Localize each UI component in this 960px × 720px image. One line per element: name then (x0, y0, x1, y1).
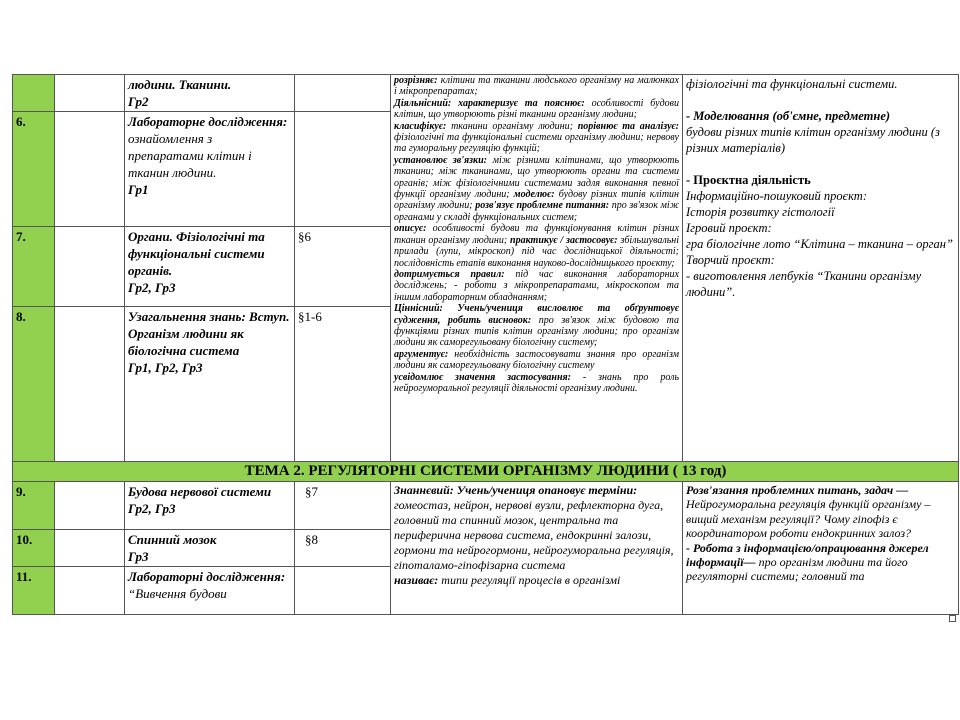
learning-outcomes-text: Знаннєвий: Учень/учениця опановує терміни: гомеостаз, нейрон, нервові вузли, рефлекторна дуга, головний та спинний мозок, центральна та периферична нервова система, ендокринні залози, гормони та нейрогормони, нейрогуморальна регуляція, гіпоталамо-гіпофізарна система називає: типи регуляції процесів в організмі (394, 483, 674, 587)
activities-text: Розв'язання проблемних питань, задач — Нейрогуморальна регуляція функцій організму – вищий механізм регуляції? Чому гіпофіз є координатором роботи ендокринних залоз? - Робота з інформацією/опрацювання джерел інформації— про організм людини та його регуляторні системи; головний та (686, 483, 931, 584)
learning-outcomes-text: розрізняє: клітини та тканини людського організму на малюнках і мікропрепаратах; Діяльнісний: характеризує та пояснює: особливості будови клітин, що утворюють різні тканини організму людини; класифікує: тканини організму людини; порівнює та аналізує: фізіологічні та функціональні системи організму людини; нервову та гуморальну регуляцію функцій; установлює зв'язки: між різними клітинами, що утворюють тканини; між тканинами, що утворюють органи та системи органів; між фізіологічними системами задля виконання певної функції організму людини; моделює: будову різних типів клітин організму людини; розв'язує проблемне питання: про зв'язок між органами у складі функціональних систем; описує: особливості будови та функціонування клітин різних тканин організму людини; практикує / застосовує: збільшувальні прилади (лупи, мікроскоп) під час дослідницької діяльності; послідовність етапів виконання науково-дослідницького проєкту; дотримується правил: під час виконання лабораторних досліджень; - роботи з мікропрепаратами, мікроскопом та іншим лабораторним обладнанням; Ціннісний: Учень/учениця висловлює та обґрунтовує судження, робить висновок: про зв'язок між будовою та функціями різних типів клітин організму людини; про організм людини як саморегульовану біологічну систему; аргументує: необхідність застосовувати знання про організм людини як саморегульовану біологічну систему усвідомлює значення застосування: - знань про роль нейрогуморальної регуляції діяльності організму людини. (394, 75, 680, 394)
lesson-number-cell: 8. (13, 307, 55, 462)
date-cell (55, 75, 125, 112)
resize-handle[interactable] (949, 615, 956, 622)
activities-text: фізіологічні та функціональні системи. - Моделювання (об'ємне, предметне) будови різних типів клітин організму людини (з різних матеріалів) - Проєктна діяльність Інформаційно-пошуковий проєкт: Історія розвитку гістології Ігровий проєкт: гра біологічне лото “Клітина – тканина – орган” Творчий проєкт: - виготовлення лепбуків “Тканини організму людини”. (686, 77, 953, 299)
activities-cell (683, 75, 959, 462)
date-cell (55, 307, 125, 462)
curriculum-table-sheet (12, 74, 958, 614)
lesson-topic-cell (125, 75, 295, 112)
lesson-topic-cell: Спинний мозок Гр3 (125, 530, 295, 567)
lesson-number-cell: 11. (13, 567, 55, 615)
learning-outcomes-cell (391, 482, 683, 615)
lesson-number-cell: 6. (13, 112, 55, 227)
lesson-topic-cell: Лабораторні дослідження: “Вивчення будови (125, 567, 295, 615)
lesson-number-cell: 7. (13, 227, 55, 307)
date-cell (55, 567, 125, 615)
paragraph-cell: §7 (295, 482, 391, 530)
theme-heading-row (13, 462, 959, 482)
paragraph-cell: §1-6 (295, 307, 391, 462)
lesson-topic-cell: Лабораторне дослідження: ознайомлення з препаратами клітин і тканин людини. Гр1 (125, 112, 295, 227)
date-cell (55, 112, 125, 227)
date-cell (55, 530, 125, 567)
lesson-number-cell (13, 75, 55, 112)
lesson-topic-cell: Органи. Фізіологічні та функціональні системи органів. Гр2, Гр3 (125, 227, 295, 307)
lesson-topic-cell: Будова нервової системи Гр2, Гр3 (125, 482, 295, 530)
date-cell (55, 227, 125, 307)
table-row (13, 482, 959, 530)
paragraph-cell: §6 (295, 227, 391, 307)
lesson-topic-cell: Узагальнення знань: Вступ. Організм людини як біологічна система Гр1, Гр2, Гр3 (125, 307, 295, 462)
topic-title: людини. Тканини. (128, 77, 232, 92)
paragraph-cell (295, 75, 391, 112)
curriculum-table (12, 74, 959, 615)
activities-cell (683, 482, 959, 615)
lesson-number-cell: 9. (13, 482, 55, 530)
table-row (13, 75, 959, 112)
paragraph-cell (295, 567, 391, 615)
lesson-number-cell: 10. (13, 530, 55, 567)
paragraph-cell: §8 (295, 530, 391, 567)
learning-outcomes-cell (391, 75, 683, 462)
paragraph-cell (295, 112, 391, 227)
theme-title: ТЕМА 2. РЕГУЛЯТОРНІ СИСТЕМИ ОРГАНІЗМУ ЛЮДИНИ ( 13 год) (13, 462, 959, 482)
topic-groups: Гр2 (128, 94, 149, 109)
date-cell (55, 482, 125, 530)
